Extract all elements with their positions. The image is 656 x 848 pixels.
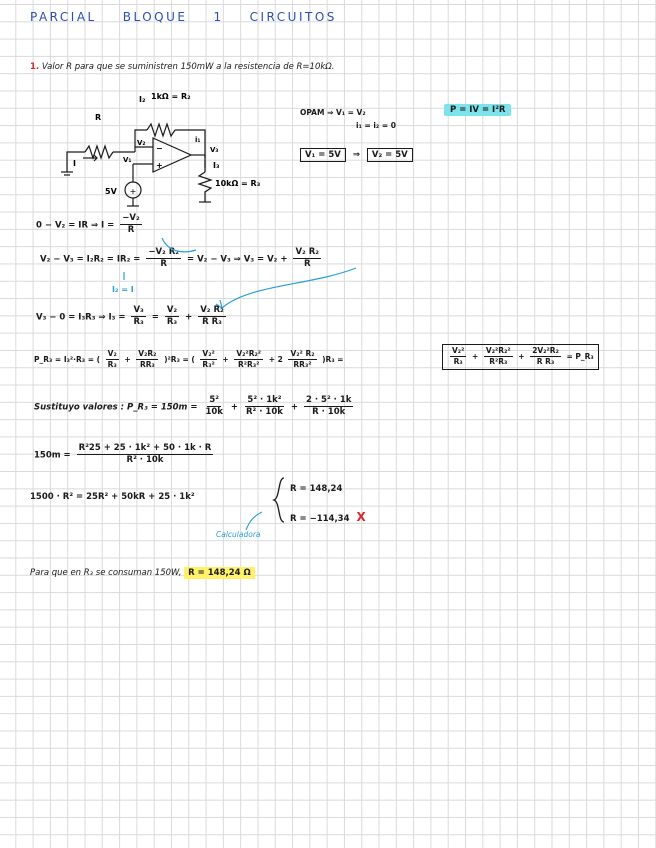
title-word: BLOQUE <box>122 10 188 24</box>
label-i: I <box>73 159 76 168</box>
implies-arrow: ⇒ <box>352 150 360 160</box>
frac-den: R R₃ <box>536 357 555 367</box>
eq-text: V₂ − V₃ = I₂R₂ = IR₂ = <box>40 254 141 265</box>
frac-num: V₂ <box>165 306 179 317</box>
frac-num: 5² · 1k² <box>245 396 283 407</box>
eq-text: + <box>185 312 193 323</box>
resistor-r <box>85 146 113 158</box>
svg-text:+: + <box>129 187 137 196</box>
brace-symbol <box>272 476 286 524</box>
frac-den: R²R₃² <box>238 360 260 370</box>
eq-text: = <box>151 312 159 323</box>
eq-text: = V₂ − V₃ ⇒ V₃ = V₂ + <box>186 254 288 265</box>
eq-text: + <box>124 354 131 364</box>
eq-text: 150m = <box>34 450 71 461</box>
eq-text: )R₃ = <box>322 354 344 364</box>
solution-negative <box>290 510 366 524</box>
label-i2: I₂ <box>139 95 146 104</box>
label-r2: 1kΩ = R₂ <box>151 92 191 101</box>
eq-text: V₃ − 0 = I₃R₃ ⇒ I₃ = <box>36 312 126 323</box>
eq-text: P_R₃ = I₃²·R₃ = ( <box>34 354 101 364</box>
opam-currents: i₁ = i₂ = 0 <box>356 121 396 130</box>
label-source: 5V <box>105 187 117 196</box>
frac-den: R₃ <box>133 317 144 328</box>
frac-den: R <box>127 225 135 236</box>
frac-den: R₃ <box>107 360 117 370</box>
equation-current-i3 <box>36 306 229 328</box>
frac-den: R₃ <box>166 317 178 328</box>
calculator-arrow <box>244 510 264 532</box>
frac-num: V₂²R₂² <box>484 347 513 357</box>
equation-substitution: Sustituyo valores : P_R₃ = 150m = $\frac{\text{5²}}{10k}$ + $\frac{\text{5² · 1k²}}{\text{R² · 10k}}$ + $\frac{\text{2 · 5² · 1k}}{R \cdot 10k}$ <box>34 395 352 418</box>
frac-num: −V₂ <box>120 214 141 225</box>
frac-num: V₂² <box>200 350 216 360</box>
frac-num: V₃ <box>131 306 145 317</box>
equation-150m <box>34 444 216 466</box>
frac-den: R² · 10k <box>126 455 164 466</box>
label-v2: V₂ <box>137 139 146 147</box>
page-title <box>30 10 363 24</box>
input-wire <box>67 152 85 172</box>
eq-text: Sustituyo valores : P_R₃ = 150m = <box>34 402 198 413</box>
frac-num: V₂ <box>106 350 119 360</box>
title-word: PARCIAL <box>30 10 97 24</box>
label-r: R <box>95 113 102 122</box>
label-v3: V₃ <box>210 146 219 154</box>
problem-statement <box>30 62 335 72</box>
final-answer: R = 148,24 Ω <box>184 567 255 579</box>
solution-positive: R = 148,24 <box>290 484 343 494</box>
label-i1: i₁ <box>195 136 201 144</box>
frac-den: R₃² <box>202 360 215 370</box>
frac-num: −V₂ R₂ <box>146 248 181 259</box>
eq-text: R = −114,34 <box>290 514 350 524</box>
conclusion <box>30 568 255 578</box>
power-formula: P = IV = I²R <box>444 104 511 116</box>
eq-text: + 2 <box>268 354 283 364</box>
resistor-r2 <box>147 124 175 136</box>
conclusion-text: Para que en R₃ se consuman 150W, <box>30 568 182 578</box>
equation-quadratic: 1500 · R² = 25R² + 50kR + 25 · 1k² <box>30 492 195 502</box>
frac-den: 10k <box>205 407 223 418</box>
label-minus: − <box>156 144 163 153</box>
frac-den: R <box>160 259 167 270</box>
frac-num: V₂² R₂ <box>288 350 316 360</box>
title-word: CIRCUITOS <box>249 10 337 24</box>
result-box-power: $\frac{\text{V₂²}}{\text{R₃}}$ + $\frac{\text{V₂²R₂²}}{\text{R²R₃}}$ + $\frac{\text{2V₂²R₂}}{\text{R R₃}}$ = P_R₃ <box>442 344 599 370</box>
frac-num: V₂R₂ <box>136 350 158 360</box>
frac-den: RR₃ <box>139 360 155 370</box>
frac-num: V₂ R₂ <box>293 248 321 259</box>
frac-den: R <box>303 259 311 270</box>
frac-den: R² · 10k <box>246 407 283 418</box>
frac-den: R²R₃ <box>489 357 508 367</box>
frac-num: 2 · 5² · 1k <box>304 396 353 407</box>
note-i2-equals-i: I₂ = I <box>112 285 134 294</box>
frac-den: R · 10k <box>312 407 346 418</box>
label-r3: 10kΩ = R₃ <box>215 179 261 188</box>
equation-power-r3: P_R₃ = I₃²·R₃ = ( $\frac{\text{V₂}}{\text{R₃}}$ + $\frac{\text{V₂R₂}}{\text{RR₃}}$ )²R₃ = ( $\frac{\text{V₂²}}{\text{R₃²}}$ + $\frac{\text{V₂²R₂²}}{\text{R²R₃²}}$ + 2 $\frac{\text{V₂² R₂}}{\text{RR₃²}}$ )R₃ = <box>34 349 344 370</box>
calculator-note: Calculadora <box>216 530 261 539</box>
frac-num: 2V₂²R₂ <box>530 347 561 357</box>
frac-den: RR₃² <box>293 360 312 370</box>
title-word: 1 <box>213 10 224 24</box>
opamp-circuit-diagram <box>55 90 295 210</box>
resistor-r3 <box>199 172 211 202</box>
problem-text: Valor R para que se suministren 150mW a la resistencia de R=10kΩ. <box>41 62 335 72</box>
frac-den: R R₃ <box>202 317 222 328</box>
frac-num: 5² <box>207 396 221 407</box>
frac-num: V₂ R₂ <box>198 306 226 317</box>
problem-number: 1. <box>30 62 40 72</box>
substitution-arrows <box>110 228 370 312</box>
frac-num: V₂² <box>450 347 466 357</box>
label-v1: V₁ <box>123 156 132 164</box>
voltage-boxes <box>300 150 413 160</box>
eq-text: = P_R₃ <box>566 351 594 361</box>
frac-den: R₃ <box>453 357 463 367</box>
v2-box: V₂ = 5V <box>367 148 413 162</box>
cross-icon: X <box>356 510 366 524</box>
opam-condition: OPAM ⇒ V₁ = V₂ <box>300 108 366 117</box>
eq-text: )²R₃ = ( <box>164 354 195 364</box>
label-i3: I₃ <box>213 161 220 170</box>
v1-box: V₁ = 5V <box>300 148 346 162</box>
frac-num: R²25 + 25 · 1k² + 50 · 1k · R <box>77 444 214 455</box>
frac-num: V₂²R₂² <box>234 350 263 360</box>
label-plus: + <box>156 161 163 170</box>
eq-text: 0 − V₂ = IR ⇒ I = <box>36 220 115 231</box>
